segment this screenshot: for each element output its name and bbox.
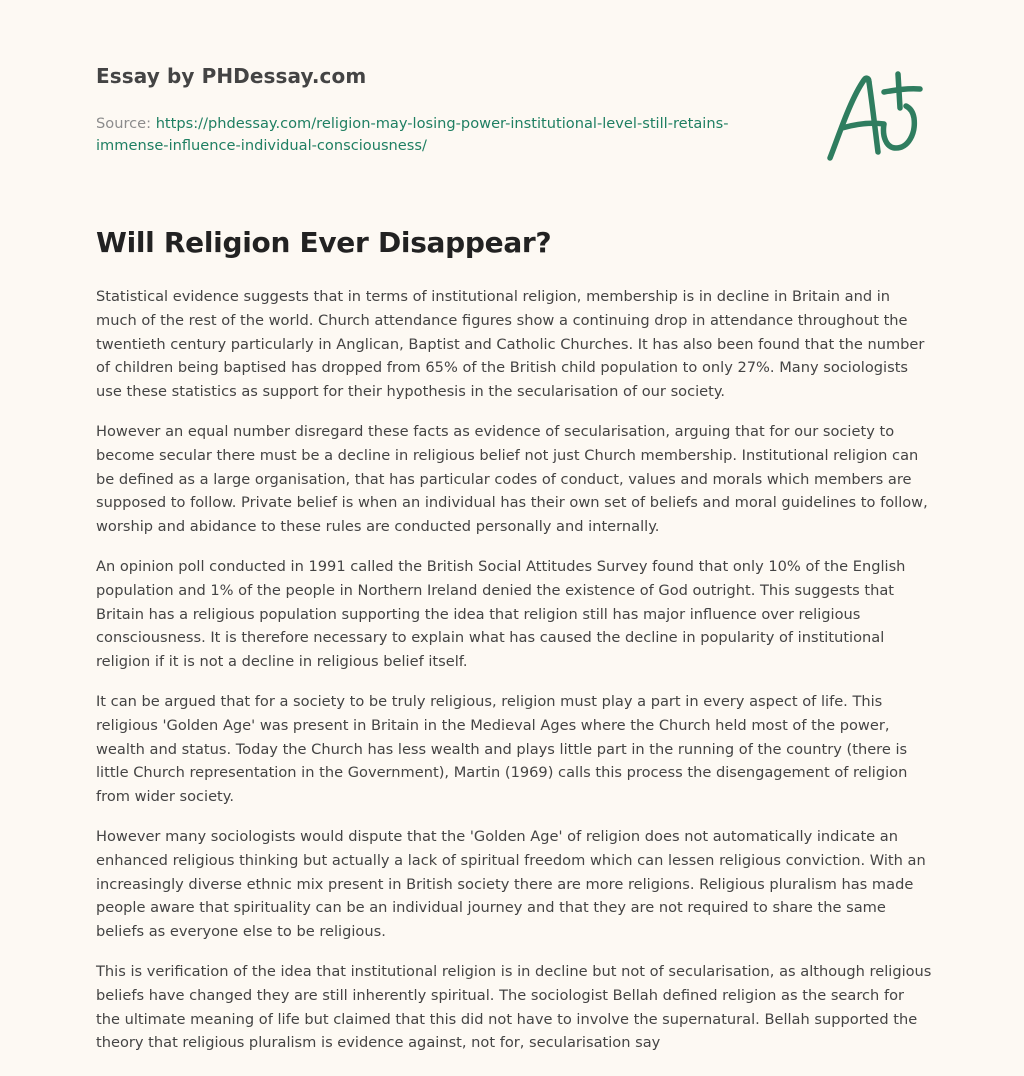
essay-title: Will Religion Ever Disappear?: [96, 226, 552, 259]
site-brand: Essay by PHDessay.com: [96, 64, 367, 88]
essay-paragraph: This is verification of the idea that institutional religion is in decline but not of secularisation, as although religious beliefs have changed they are still inherently spiritual. The sociologist Bellah defined religion as the search for the ultimate meaning of life but claimed that this did not have to involve the supernatural. Bellah supported the theory that religious pluralism is evidence against, not for, secularisation say: [96, 962, 932, 1052]
essay-header: [96, 64, 776, 157]
a-plus-logo-icon: [820, 68, 930, 164]
essay-paragraph: An opinion poll conducted in 1991 called the British Social Attitudes Survey found that only 10% of the English population and 1% of the people in Northern Ireland denied the existence of God outright. This suggests that Britain has a religious population supporting the idea that religion still has major influence over religious consciousness. It is therefore necessary to explain what has caused the decline in popularity of institutional religion if it is not a decline in religious belief itself.: [96, 557, 906, 671]
source-line: [96, 113, 776, 157]
essay-paragraph: It can be argued that for a society to be truly religious, religion must play a part in every aspect of life. This religious 'Golden Age' was present in Britain in the Medieval Ages where the Church held most of the power, wealth and status. Today the Church has less wealth and plays little part in the running of the country (there is little Church representation in the Government), Martin (1969) calls this process the disengagement of religion from wider society.: [96, 692, 908, 806]
essay-paragraph: However an equal number disregard these facts as evidence of secularisation, arguing that for our society to become secular there must be a decline in religious belief not just Church membership. Institutional religion can be defined as a large organisation, that has particular codes of conduct, values and morals which members are supposed to follow. Private belief is when an individual has their own set of beliefs and moral guidelines to follow, worship and abidance to these rules are conducted personally and internally.: [96, 422, 928, 536]
essay-paragraph: Statistical evidence suggests that in terms of institutional religion, membership is in decline in Britain and in much of the rest of the world. Church attendance figures show a continuing drop in attendance throughout the twentieth century particularly in Anglican, Baptist and Catholic Churches. It has also been found that the number of children being baptised has dropped from 65% of the British child population to only 27%. Many sociologists use these statistics as support for their hypothesis in the secularisation of our society.: [96, 288, 925, 401]
source-link[interactable]: https://phdessay.com/religion-may-losing-power-institutional-level-still-retains-immense-influence-individual-consciousness/: [96, 115, 729, 154]
essay-paragraph: However many sociologists would dispute that the 'Golden Age' of religion does not automatically indicate an enhanced religious thinking but actually a lack of spiritual freedom which can lessen religious conviction. With an increasingly diverse ethnic mix present in British society there are more religions. Religious pluralism has made people aware that spirituality can be an individual journey and that they are not required to share the same beliefs as everyone else to be religious.: [96, 827, 926, 941]
essay-body: [96, 285, 932, 1071]
source-label: Source:: [96, 115, 152, 132]
